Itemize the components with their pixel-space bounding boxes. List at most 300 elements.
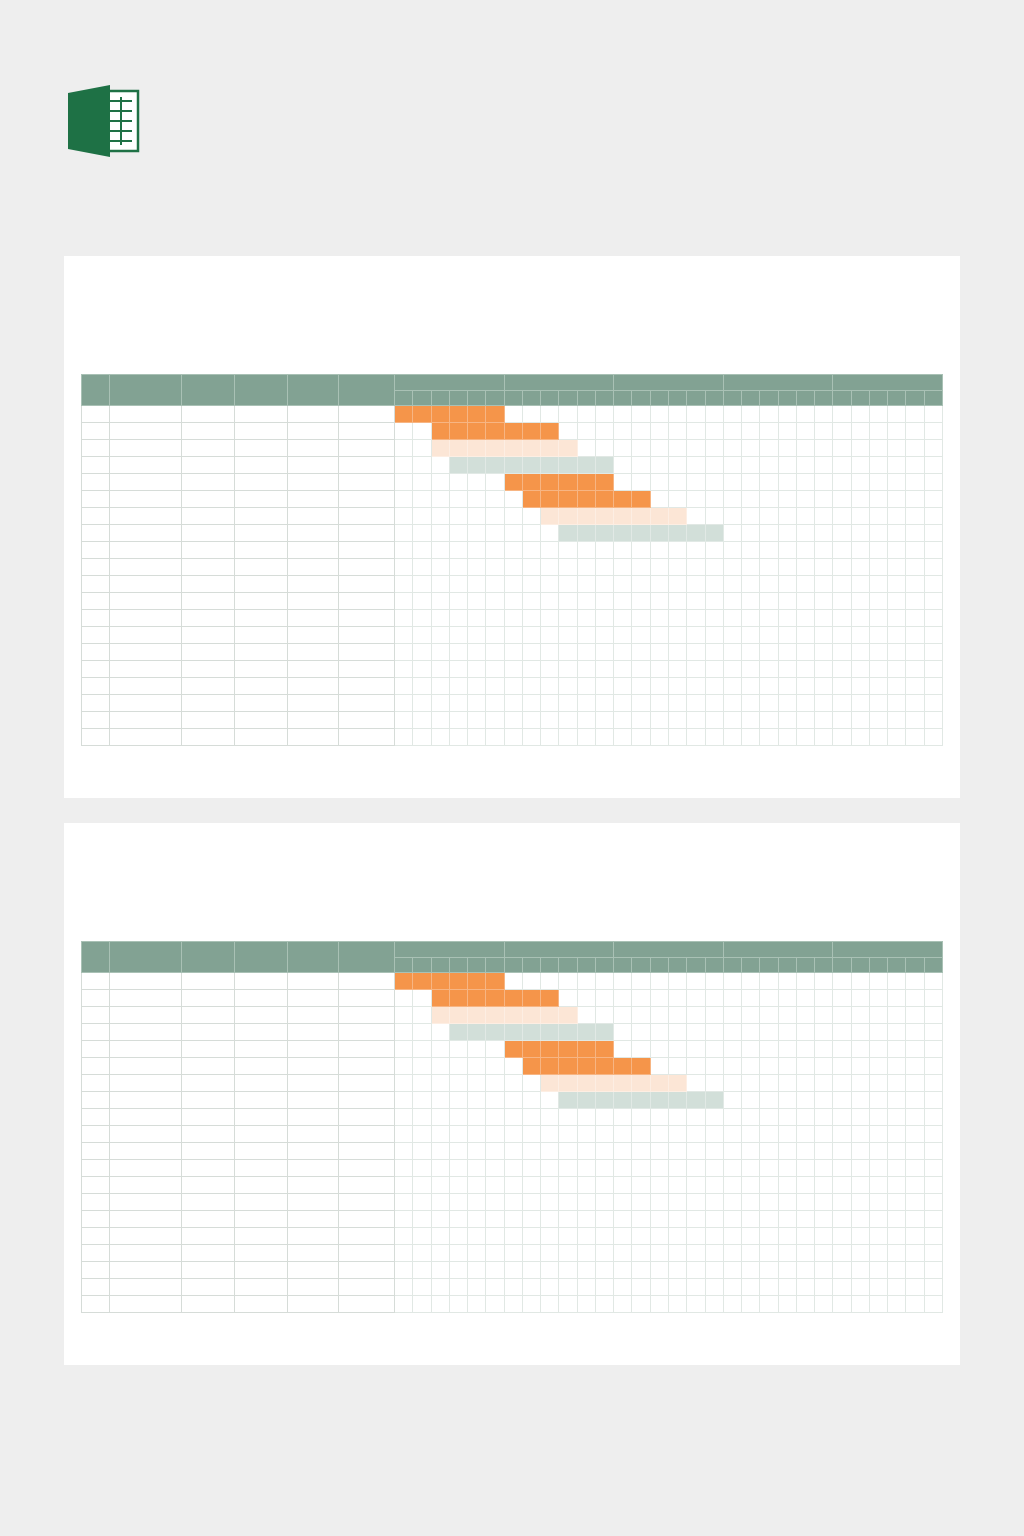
gantt-table (81, 374, 943, 746)
gantt-cell (541, 1126, 559, 1143)
gantt-cell (614, 1177, 632, 1194)
cell-col-start (182, 423, 235, 440)
gantt-cell (851, 406, 869, 423)
gantt-cell (614, 474, 632, 491)
gantt-cell (723, 542, 741, 559)
cell-col-type (339, 1041, 395, 1058)
cell-col-type (339, 1126, 395, 1143)
gantt-cell (687, 576, 705, 593)
cell-col-name (110, 1041, 182, 1058)
gantt-cell (541, 1194, 559, 1211)
day-header (833, 958, 851, 973)
day-header (742, 958, 760, 973)
gantt-cell (395, 1041, 413, 1058)
gantt-cell (815, 627, 833, 644)
gantt-cell (595, 661, 613, 678)
gantt-cell (796, 1279, 814, 1296)
gantt-bar-cell (449, 1024, 467, 1041)
day-header (906, 958, 924, 973)
gantt-cell (705, 644, 723, 661)
gantt-cell (815, 1092, 833, 1109)
gantt-cell (522, 1296, 540, 1313)
gantt-cell (413, 576, 431, 593)
gantt-cell (796, 1109, 814, 1126)
gantt-cell (668, 1007, 686, 1024)
day-header (650, 391, 668, 406)
gantt-bar-cell (577, 1075, 595, 1092)
cell-empty (82, 1279, 110, 1296)
gantt-cell (668, 440, 686, 457)
gantt-cell (888, 542, 906, 559)
gantt-cell (723, 1245, 741, 1262)
gantt-cell (815, 990, 833, 1007)
gantt-cell (796, 542, 814, 559)
gantt-cell (723, 678, 741, 695)
gantt-cell (668, 1126, 686, 1143)
gantt-cell (833, 1126, 851, 1143)
gantt-cell (833, 610, 851, 627)
gantt-cell (869, 1279, 887, 1296)
gantt-cell (468, 1075, 486, 1092)
gantt-cell (431, 627, 449, 644)
gantt-bar-cell (577, 1041, 595, 1058)
gantt-cell (924, 627, 942, 644)
gantt-cell (742, 627, 760, 644)
gantt-cell (742, 1058, 760, 1075)
gantt-cell (395, 525, 413, 542)
gantt-cell (778, 990, 796, 1007)
gantt-cell (541, 406, 559, 423)
gantt-cell (668, 1228, 686, 1245)
gantt-cell (778, 491, 796, 508)
month-header (395, 942, 505, 958)
gantt-bar-cell (559, 1041, 577, 1058)
cell-col-no (82, 1177, 110, 1194)
gantt-cell (650, 474, 668, 491)
gantt-cell (778, 661, 796, 678)
cell-empty (288, 1296, 339, 1313)
gantt-cell (614, 1279, 632, 1296)
gantt-cell (723, 1092, 741, 1109)
cell-col-days (288, 576, 339, 593)
gantt-cell (705, 1194, 723, 1211)
cell-col-start (182, 1143, 235, 1160)
gantt-cell (687, 1262, 705, 1279)
cell-col-name (110, 1075, 182, 1092)
gantt-cell (778, 457, 796, 474)
gantt-cell (522, 593, 540, 610)
cell-col-start (182, 1211, 235, 1228)
cell-col-start (182, 1177, 235, 1194)
header-col-start (182, 942, 235, 973)
cell-col-end (235, 1211, 288, 1228)
gantt-cell (413, 1092, 431, 1109)
gantt-cell (869, 1194, 887, 1211)
gantt-cell (851, 1058, 869, 1075)
gantt-cell (851, 559, 869, 576)
cell-col-end (235, 457, 288, 474)
gantt-cell (431, 525, 449, 542)
gantt-cell (851, 1228, 869, 1245)
gantt-cell (395, 627, 413, 644)
gantt-cell (760, 712, 778, 729)
gantt-bar-cell (468, 990, 486, 1007)
cell-col-type (339, 406, 395, 423)
gantt-cell (888, 1228, 906, 1245)
cell-col-days (288, 1007, 339, 1024)
gantt-cell (760, 644, 778, 661)
gantt-cell (760, 491, 778, 508)
gantt-cell (577, 1245, 595, 1262)
gantt-cell (668, 423, 686, 440)
gantt-cell (760, 1262, 778, 1279)
gantt-cell (595, 973, 613, 990)
cell-col-name (110, 542, 182, 559)
cell-col-end (235, 610, 288, 627)
gantt-cell (395, 1075, 413, 1092)
gantt-cell (449, 1262, 467, 1279)
day-header (687, 391, 705, 406)
gantt-cell (796, 474, 814, 491)
gantt-cell (395, 1262, 413, 1279)
gantt-cell (778, 406, 796, 423)
gantt-cell (924, 695, 942, 712)
gantt-cell (632, 593, 650, 610)
gantt-cell (742, 990, 760, 1007)
gantt-cell (504, 1092, 522, 1109)
gantt-cell (668, 1211, 686, 1228)
gantt-cell (778, 973, 796, 990)
gantt-bar-cell (504, 1007, 522, 1024)
cell-col-start (182, 1075, 235, 1092)
gantt-cell (413, 1007, 431, 1024)
gantt-cell (742, 491, 760, 508)
gantt-cell (760, 1058, 778, 1075)
gantt-cell (504, 678, 522, 695)
gantt-cell (815, 661, 833, 678)
gantt-cell (742, 406, 760, 423)
gantt-cell (522, 1143, 540, 1160)
gantt-bar-cell (522, 990, 540, 1007)
cell-col-type (339, 1109, 395, 1126)
gantt-cell (431, 457, 449, 474)
gantt-cell (431, 576, 449, 593)
header-col-type[interactable] (339, 942, 395, 973)
day-header (632, 391, 650, 406)
table-row (82, 644, 943, 661)
gantt-cell (486, 491, 504, 508)
gantt-bar-cell (559, 457, 577, 474)
gantt-cell (522, 542, 540, 559)
gantt-cell (559, 990, 577, 1007)
gantt-cell (705, 1160, 723, 1177)
gantt-cell (760, 1279, 778, 1296)
gantt-cell (815, 1177, 833, 1194)
cell-col-name (110, 1211, 182, 1228)
gantt-cell (687, 1109, 705, 1126)
gantt-cell (577, 990, 595, 1007)
gantt-cell (869, 542, 887, 559)
gantt-bar-cell (431, 973, 449, 990)
gantt-cell (632, 1007, 650, 1024)
gantt-cell (778, 559, 796, 576)
gantt-cell (742, 678, 760, 695)
gantt-cell (742, 1007, 760, 1024)
gantt-cell (595, 610, 613, 627)
gantt-cell (705, 508, 723, 525)
gantt-cell (906, 661, 924, 678)
gantt-cell (705, 695, 723, 712)
gantt-cell (778, 695, 796, 712)
day-header (504, 391, 522, 406)
gantt-cell (413, 627, 431, 644)
day-header (924, 391, 942, 406)
gantt-cell (449, 729, 467, 746)
gantt-cell (668, 678, 686, 695)
cell-empty (82, 1228, 110, 1245)
cell-empty (110, 661, 182, 678)
gantt-cell (650, 406, 668, 423)
gantt-cell (723, 1024, 741, 1041)
gantt-cell (742, 1109, 760, 1126)
cell-empty (235, 695, 288, 712)
gantt-cell (650, 1160, 668, 1177)
day-header (650, 958, 668, 973)
gantt-bar-cell (541, 457, 559, 474)
gantt-cell (705, 973, 723, 990)
gantt-cell (888, 1279, 906, 1296)
gantt-cell (504, 1194, 522, 1211)
gantt-cell (668, 1279, 686, 1296)
cell-col-days (288, 1109, 339, 1126)
cell-col-start (182, 1058, 235, 1075)
gantt-cell (650, 1143, 668, 1160)
gantt-cell (431, 610, 449, 627)
gantt-cell (413, 1058, 431, 1075)
gantt-cell (924, 1126, 942, 1143)
gantt-cell (742, 1194, 760, 1211)
gantt-cell (869, 1109, 887, 1126)
gantt-cell (723, 644, 741, 661)
gantt-cell (705, 576, 723, 593)
cell-empty (235, 1279, 288, 1296)
gantt-cell (468, 644, 486, 661)
gantt-cell (778, 1177, 796, 1194)
gantt-bar-cell (468, 423, 486, 440)
cell-col-start (182, 1024, 235, 1041)
gantt-cell (851, 678, 869, 695)
gantt-bar-cell (431, 1007, 449, 1024)
gantt-cell (413, 474, 431, 491)
gantt-cell (924, 661, 942, 678)
gantt-cell (888, 593, 906, 610)
gantt-cell (431, 1109, 449, 1126)
cell-col-start (182, 457, 235, 474)
day-header (705, 958, 723, 973)
gantt-cell (668, 491, 686, 508)
gantt-cell (888, 610, 906, 627)
gantt-cell (522, 1211, 540, 1228)
gantt-cell (924, 1075, 942, 1092)
gantt-cell (577, 1109, 595, 1126)
gantt-cell (395, 576, 413, 593)
gantt-cell (796, 1058, 814, 1075)
gantt-bar-cell (541, 423, 559, 440)
gantt-cell (468, 695, 486, 712)
gantt-cell (723, 712, 741, 729)
gantt-cell (705, 542, 723, 559)
gantt-cell (742, 559, 760, 576)
gantt-cell (577, 1126, 595, 1143)
gantt-cell (395, 1024, 413, 1041)
month-header (723, 375, 833, 391)
gantt-cell (522, 1228, 540, 1245)
gantt-bar-cell (504, 423, 522, 440)
gantt-cell (833, 525, 851, 542)
gantt-cell (522, 610, 540, 627)
gantt-bar-cell (486, 973, 504, 990)
day-header (851, 958, 869, 973)
gantt-cell (906, 644, 924, 661)
cell-col-no (82, 576, 110, 593)
cell-col-no (82, 423, 110, 440)
gantt-cell (687, 1024, 705, 1041)
gantt-cell (687, 729, 705, 746)
gantt-cell (541, 973, 559, 990)
cell-col-end (235, 474, 288, 491)
gantt-cell (614, 990, 632, 1007)
gantt-cell (614, 678, 632, 695)
gantt-cell (468, 542, 486, 559)
gantt-bar-cell (486, 457, 504, 474)
gantt-bar-cell (431, 423, 449, 440)
gantt-cell (577, 1228, 595, 1245)
table-row (82, 1092, 943, 1109)
gantt-cell (413, 508, 431, 525)
gantt-cell (468, 1092, 486, 1109)
gantt-cell (504, 1143, 522, 1160)
cell-col-days (288, 1024, 339, 1041)
gantt-cell (486, 1075, 504, 1092)
gantt-cell (778, 1024, 796, 1041)
gantt-cell (559, 1126, 577, 1143)
gantt-cell (577, 542, 595, 559)
cell-empty (288, 1279, 339, 1296)
gantt-cell (541, 1160, 559, 1177)
gantt-cell (723, 1296, 741, 1313)
gantt-cell (742, 525, 760, 542)
gantt-cell (723, 1143, 741, 1160)
gantt-cell (924, 525, 942, 542)
gantt-cell (924, 712, 942, 729)
gantt-cell (504, 1228, 522, 1245)
gantt-cell (504, 973, 522, 990)
cell-col-name (110, 610, 182, 627)
cell-col-type (339, 1007, 395, 1024)
gantt-cell (851, 1262, 869, 1279)
gantt-cell (851, 661, 869, 678)
gantt-cell (924, 1109, 942, 1126)
gantt-cell (833, 1092, 851, 1109)
gantt-cell (705, 1143, 723, 1160)
cell-col-name (110, 423, 182, 440)
gantt-cell (577, 1262, 595, 1279)
gantt-cell (650, 542, 668, 559)
gantt-bar-cell (395, 406, 413, 423)
cell-empty (182, 1262, 235, 1279)
cell-col-end (235, 1126, 288, 1143)
day-header (796, 391, 814, 406)
day-header (778, 958, 796, 973)
gantt-cell (614, 1024, 632, 1041)
gantt-cell (541, 542, 559, 559)
gantt-cell (504, 593, 522, 610)
cell-col-days (288, 973, 339, 990)
gantt-cell (924, 1007, 942, 1024)
gantt-cell (668, 644, 686, 661)
gantt-cell (687, 423, 705, 440)
gantt-cell (595, 423, 613, 440)
gantt-cell (906, 1041, 924, 1058)
gantt-bar-cell (614, 525, 632, 542)
cell-col-end (235, 1041, 288, 1058)
gantt-bar-cell (395, 973, 413, 990)
gantt-cell (705, 1126, 723, 1143)
gantt-cell (888, 559, 906, 576)
gantt-cell (924, 559, 942, 576)
gantt-cell (614, 423, 632, 440)
cell-col-end (235, 406, 288, 423)
month-header (395, 375, 505, 391)
cell-col-name (110, 559, 182, 576)
cell-col-end (235, 1177, 288, 1194)
gantt-cell (431, 1143, 449, 1160)
gantt-cell (395, 1007, 413, 1024)
gantt-cell (760, 1228, 778, 1245)
gantt-cell (577, 973, 595, 990)
gantt-cell (395, 1296, 413, 1313)
gantt-cell (869, 474, 887, 491)
cell-col-name (110, 525, 182, 542)
gantt-cell (449, 1194, 467, 1211)
gantt-cell (468, 661, 486, 678)
cell-col-no (82, 1160, 110, 1177)
gantt-cell (888, 1075, 906, 1092)
gantt-cell (742, 1262, 760, 1279)
gantt-cell (851, 1211, 869, 1228)
day-header (559, 958, 577, 973)
cell-empty (82, 1245, 110, 1262)
cell-col-start (182, 525, 235, 542)
gantt-cell (888, 712, 906, 729)
gantt-bar-cell (577, 1024, 595, 1041)
gantt-cell (504, 491, 522, 508)
gantt-cell (723, 491, 741, 508)
month-header (504, 942, 614, 958)
day-header (486, 391, 504, 406)
gantt-cell (687, 406, 705, 423)
header-col-type[interactable] (339, 375, 395, 406)
gantt-bar-cell (541, 491, 559, 508)
cell-col-start (182, 1041, 235, 1058)
gantt-cell (395, 729, 413, 746)
gantt-cell (888, 457, 906, 474)
gantt-cell (559, 627, 577, 644)
gantt-cell (650, 1228, 668, 1245)
gantt-cell (687, 440, 705, 457)
table-row (82, 474, 943, 491)
cell-col-start (182, 1007, 235, 1024)
